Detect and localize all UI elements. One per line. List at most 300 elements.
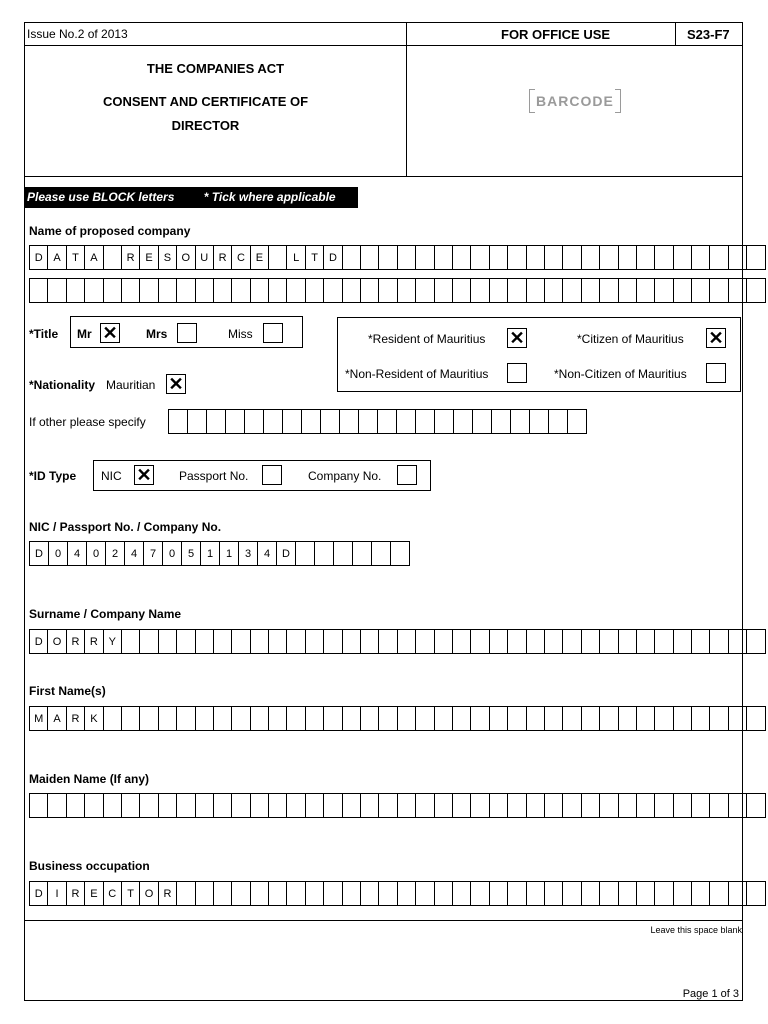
- char-box[interactable]: [323, 706, 342, 731]
- char-box[interactable]: [562, 629, 581, 654]
- char-box[interactable]: [691, 278, 710, 303]
- char-box[interactable]: [544, 706, 563, 731]
- char-box[interactable]: [654, 706, 673, 731]
- char-box[interactable]: D: [276, 541, 296, 566]
- char-box[interactable]: A: [84, 245, 103, 270]
- first-name-grid[interactable]: [29, 706, 766, 731]
- char-box[interactable]: [544, 245, 563, 270]
- char-box[interactable]: [339, 409, 359, 434]
- char-box[interactable]: 0: [86, 541, 106, 566]
- char-box[interactable]: [268, 278, 287, 303]
- char-box[interactable]: [231, 881, 250, 906]
- char-box[interactable]: [599, 245, 618, 270]
- citizen-checkbox[interactable]: ✕: [706, 328, 726, 348]
- company-name-row1[interactable]: [29, 245, 766, 270]
- char-box[interactable]: [544, 278, 563, 303]
- char-box[interactable]: [333, 541, 353, 566]
- id-passport-checkbox[interactable]: [262, 465, 282, 485]
- char-box[interactable]: [397, 706, 416, 731]
- char-box[interactable]: [654, 629, 673, 654]
- char-box[interactable]: [360, 706, 379, 731]
- char-box[interactable]: [434, 793, 453, 818]
- char-box[interactable]: [709, 245, 728, 270]
- char-box[interactable]: [654, 881, 673, 906]
- char-box[interactable]: [286, 793, 305, 818]
- char-box[interactable]: [301, 409, 321, 434]
- char-box[interactable]: [305, 629, 324, 654]
- char-box[interactable]: [360, 793, 379, 818]
- char-box[interactable]: [470, 793, 489, 818]
- char-box[interactable]: [507, 881, 526, 906]
- char-box[interactable]: [397, 629, 416, 654]
- char-box[interactable]: D: [29, 881, 48, 906]
- char-box[interactable]: [176, 706, 195, 731]
- char-box[interactable]: [691, 881, 710, 906]
- char-box[interactable]: [250, 629, 269, 654]
- char-box[interactable]: [103, 245, 122, 270]
- char-box[interactable]: [728, 278, 747, 303]
- char-box[interactable]: T: [305, 245, 324, 270]
- char-box[interactable]: [746, 629, 765, 654]
- char-box[interactable]: [176, 881, 195, 906]
- char-box[interactable]: [47, 278, 66, 303]
- char-box[interactable]: [371, 541, 391, 566]
- char-box[interactable]: [452, 629, 471, 654]
- char-box[interactable]: [746, 706, 765, 731]
- char-box[interactable]: [176, 793, 195, 818]
- surname-grid[interactable]: [29, 629, 766, 654]
- char-box[interactable]: [453, 409, 473, 434]
- non-resident-checkbox[interactable]: [507, 363, 527, 383]
- char-box[interactable]: [507, 629, 526, 654]
- char-box[interactable]: [562, 245, 581, 270]
- char-box[interactable]: [599, 793, 618, 818]
- char-box[interactable]: [29, 793, 48, 818]
- char-box[interactable]: U: [195, 245, 214, 270]
- char-box[interactable]: [103, 706, 122, 731]
- char-box[interactable]: T: [121, 881, 140, 906]
- char-box[interactable]: [268, 706, 287, 731]
- char-box[interactable]: [397, 793, 416, 818]
- char-box[interactable]: [452, 706, 471, 731]
- char-box[interactable]: [378, 881, 397, 906]
- char-box[interactable]: L: [286, 245, 305, 270]
- char-box[interactable]: [397, 245, 416, 270]
- char-box[interactable]: [618, 278, 637, 303]
- char-box[interactable]: [746, 881, 765, 906]
- char-box[interactable]: [305, 793, 324, 818]
- char-box[interactable]: 1: [200, 541, 220, 566]
- char-box[interactable]: [691, 629, 710, 654]
- char-box[interactable]: R: [66, 629, 85, 654]
- char-box[interactable]: [305, 278, 324, 303]
- char-box[interactable]: [526, 706, 545, 731]
- char-box[interactable]: [489, 881, 508, 906]
- char-box[interactable]: R: [121, 245, 140, 270]
- char-box[interactable]: [654, 793, 673, 818]
- char-box[interactable]: [84, 278, 103, 303]
- char-box[interactable]: [548, 409, 568, 434]
- char-box[interactable]: [562, 793, 581, 818]
- char-box[interactable]: [526, 793, 545, 818]
- char-box[interactable]: [510, 409, 530, 434]
- char-box[interactable]: [360, 629, 379, 654]
- title-miss-checkbox[interactable]: [263, 323, 283, 343]
- char-box[interactable]: [599, 278, 618, 303]
- char-box[interactable]: [250, 881, 269, 906]
- char-box[interactable]: [581, 245, 600, 270]
- char-box[interactable]: [581, 629, 600, 654]
- char-box[interactable]: [342, 793, 361, 818]
- id-company-checkbox[interactable]: [397, 465, 417, 485]
- char-box[interactable]: [728, 245, 747, 270]
- char-box[interactable]: 7: [143, 541, 163, 566]
- char-box[interactable]: [581, 881, 600, 906]
- char-box[interactable]: [691, 706, 710, 731]
- char-box[interactable]: [581, 278, 600, 303]
- char-box[interactable]: [618, 629, 637, 654]
- char-box[interactable]: [305, 881, 324, 906]
- char-box[interactable]: [121, 793, 140, 818]
- char-box[interactable]: [728, 881, 747, 906]
- char-box[interactable]: [263, 409, 283, 434]
- id-number-grid[interactable]: [29, 541, 410, 566]
- char-box[interactable]: [491, 409, 511, 434]
- char-box[interactable]: [654, 245, 673, 270]
- char-box[interactable]: [121, 278, 140, 303]
- char-box[interactable]: [709, 629, 728, 654]
- char-box[interactable]: [139, 629, 158, 654]
- char-box[interactable]: [526, 629, 545, 654]
- char-box[interactable]: R: [213, 245, 232, 270]
- char-box[interactable]: [66, 278, 85, 303]
- char-box[interactable]: [295, 541, 315, 566]
- char-box[interactable]: [206, 409, 226, 434]
- char-box[interactable]: [358, 409, 378, 434]
- char-box[interactable]: [618, 245, 637, 270]
- char-box[interactable]: [599, 881, 618, 906]
- char-box[interactable]: [636, 793, 655, 818]
- char-box[interactable]: [529, 409, 549, 434]
- char-box[interactable]: [507, 706, 526, 731]
- char-box[interactable]: [544, 881, 563, 906]
- other-nationality-grid[interactable]: [168, 409, 587, 434]
- char-box[interactable]: [673, 629, 692, 654]
- non-citizen-checkbox[interactable]: [706, 363, 726, 383]
- char-box[interactable]: O: [176, 245, 195, 270]
- char-box[interactable]: [323, 881, 342, 906]
- char-box[interactable]: [378, 706, 397, 731]
- char-box[interactable]: [250, 278, 269, 303]
- char-box[interactable]: [187, 409, 207, 434]
- char-box[interactable]: [195, 881, 214, 906]
- id-nic-checkbox[interactable]: ✕: [134, 465, 154, 485]
- char-box[interactable]: [121, 629, 140, 654]
- char-box[interactable]: [567, 409, 587, 434]
- char-box[interactable]: [378, 245, 397, 270]
- char-box[interactable]: [691, 245, 710, 270]
- char-box[interactable]: [599, 706, 618, 731]
- char-box[interactable]: [352, 541, 372, 566]
- char-box[interactable]: [434, 881, 453, 906]
- char-box[interactable]: [378, 629, 397, 654]
- char-box[interactable]: K: [84, 706, 103, 731]
- char-box[interactable]: 4: [67, 541, 87, 566]
- char-box[interactable]: [746, 793, 765, 818]
- char-box[interactable]: [323, 278, 342, 303]
- char-box[interactable]: 1: [219, 541, 239, 566]
- char-box[interactable]: [470, 881, 489, 906]
- char-box[interactable]: [139, 793, 158, 818]
- char-box[interactable]: [434, 629, 453, 654]
- char-box[interactable]: [618, 793, 637, 818]
- char-box[interactable]: [342, 629, 361, 654]
- char-box[interactable]: [195, 278, 214, 303]
- char-box[interactable]: [746, 245, 765, 270]
- char-box[interactable]: [158, 278, 177, 303]
- char-box[interactable]: [470, 245, 489, 270]
- char-box[interactable]: [66, 793, 85, 818]
- char-box[interactable]: [709, 706, 728, 731]
- company-name-row2[interactable]: [29, 278, 766, 303]
- char-box[interactable]: [434, 245, 453, 270]
- char-box[interactable]: [213, 706, 232, 731]
- char-box[interactable]: [231, 629, 250, 654]
- char-box[interactable]: [213, 881, 232, 906]
- char-box[interactable]: [244, 409, 264, 434]
- char-box[interactable]: [286, 629, 305, 654]
- char-box[interactable]: O: [139, 881, 158, 906]
- char-box[interactable]: [746, 278, 765, 303]
- char-box[interactable]: [673, 793, 692, 818]
- char-box[interactable]: [581, 793, 600, 818]
- char-box[interactable]: [489, 793, 508, 818]
- char-box[interactable]: [673, 278, 692, 303]
- char-box[interactable]: [691, 793, 710, 818]
- char-box[interactable]: 4: [124, 541, 144, 566]
- nationality-mauritian-checkbox[interactable]: ✕: [166, 374, 186, 394]
- char-box[interactable]: [562, 706, 581, 731]
- char-box[interactable]: [562, 881, 581, 906]
- char-box[interactable]: [377, 409, 397, 434]
- char-box[interactable]: [121, 706, 140, 731]
- title-mr-checkbox[interactable]: ✕: [100, 323, 120, 343]
- char-box[interactable]: [286, 278, 305, 303]
- char-box[interactable]: 4: [257, 541, 277, 566]
- char-box[interactable]: [562, 278, 581, 303]
- char-box[interactable]: [103, 278, 122, 303]
- char-box[interactable]: [314, 541, 334, 566]
- char-box[interactable]: [728, 793, 747, 818]
- char-box[interactable]: [268, 793, 287, 818]
- char-box[interactable]: 5: [181, 541, 201, 566]
- char-box[interactable]: [709, 881, 728, 906]
- char-box[interactable]: [360, 881, 379, 906]
- char-box[interactable]: [618, 706, 637, 731]
- char-box[interactable]: R: [158, 881, 177, 906]
- resident-checkbox[interactable]: ✕: [507, 328, 527, 348]
- char-box[interactable]: [470, 706, 489, 731]
- char-box[interactable]: [360, 278, 379, 303]
- char-box[interactable]: [342, 706, 361, 731]
- char-box[interactable]: [195, 706, 214, 731]
- char-box[interactable]: [526, 245, 545, 270]
- char-box[interactable]: [378, 793, 397, 818]
- char-box[interactable]: [320, 409, 340, 434]
- char-box[interactable]: [268, 881, 287, 906]
- char-box[interactable]: [709, 278, 728, 303]
- char-box[interactable]: [415, 706, 434, 731]
- char-box[interactable]: [323, 793, 342, 818]
- char-box[interactable]: [195, 629, 214, 654]
- char-box[interactable]: [472, 409, 492, 434]
- char-box[interactable]: D: [29, 245, 48, 270]
- char-box[interactable]: [599, 629, 618, 654]
- char-box[interactable]: [673, 706, 692, 731]
- char-box[interactable]: [286, 706, 305, 731]
- char-box[interactable]: T: [66, 245, 85, 270]
- char-box[interactable]: [282, 409, 302, 434]
- char-box[interactable]: I: [47, 881, 66, 906]
- char-box[interactable]: [415, 629, 434, 654]
- char-box[interactable]: [636, 245, 655, 270]
- char-box[interactable]: [268, 629, 287, 654]
- char-box[interactable]: A: [47, 245, 66, 270]
- char-box[interactable]: [636, 278, 655, 303]
- char-box[interactable]: D: [29, 629, 48, 654]
- char-box[interactable]: [29, 278, 48, 303]
- char-box[interactable]: [728, 706, 747, 731]
- char-box[interactable]: [489, 245, 508, 270]
- char-box[interactable]: [84, 793, 103, 818]
- title-mrs-checkbox[interactable]: [177, 323, 197, 343]
- char-box[interactable]: 3: [238, 541, 258, 566]
- char-box[interactable]: [581, 706, 600, 731]
- char-box[interactable]: D: [323, 245, 342, 270]
- char-box[interactable]: [489, 706, 508, 731]
- char-box[interactable]: [250, 793, 269, 818]
- char-box[interactable]: [176, 278, 195, 303]
- char-box[interactable]: [378, 278, 397, 303]
- char-box[interactable]: R: [84, 629, 103, 654]
- char-box[interactable]: [213, 278, 232, 303]
- char-box[interactable]: [507, 793, 526, 818]
- maiden-name-grid[interactable]: [29, 793, 766, 818]
- char-box[interactable]: [673, 881, 692, 906]
- char-box[interactable]: [526, 881, 545, 906]
- char-box[interactable]: [434, 409, 454, 434]
- char-box[interactable]: [250, 706, 269, 731]
- char-box[interactable]: [103, 793, 122, 818]
- char-box[interactable]: [158, 706, 177, 731]
- char-box[interactable]: R: [66, 706, 85, 731]
- char-box[interactable]: 0: [48, 541, 68, 566]
- char-box[interactable]: [470, 278, 489, 303]
- char-box[interactable]: [397, 881, 416, 906]
- char-box[interactable]: [225, 409, 245, 434]
- char-box[interactable]: [452, 793, 471, 818]
- char-box[interactable]: M: [29, 706, 48, 731]
- char-box[interactable]: [342, 278, 361, 303]
- occupation-grid[interactable]: [29, 881, 766, 906]
- char-box[interactable]: [323, 629, 342, 654]
- char-box[interactable]: S: [158, 245, 177, 270]
- char-box[interactable]: [286, 881, 305, 906]
- char-box[interactable]: [231, 706, 250, 731]
- char-box[interactable]: [213, 793, 232, 818]
- char-box[interactable]: [507, 245, 526, 270]
- char-box[interactable]: [360, 245, 379, 270]
- char-box[interactable]: C: [103, 881, 122, 906]
- char-box[interactable]: [728, 629, 747, 654]
- char-box[interactable]: [342, 245, 361, 270]
- char-box[interactable]: [434, 278, 453, 303]
- char-box[interactable]: [434, 706, 453, 731]
- char-box[interactable]: [158, 629, 177, 654]
- char-box[interactable]: [268, 245, 287, 270]
- char-box[interactable]: [397, 278, 416, 303]
- char-box[interactable]: [47, 793, 66, 818]
- char-box[interactable]: [507, 278, 526, 303]
- char-box[interactable]: [139, 278, 158, 303]
- char-box[interactable]: [305, 706, 324, 731]
- char-box[interactable]: [158, 793, 177, 818]
- char-box[interactable]: [342, 881, 361, 906]
- char-box[interactable]: [526, 278, 545, 303]
- char-box[interactable]: [452, 278, 471, 303]
- char-box[interactable]: [139, 706, 158, 731]
- char-box[interactable]: A: [47, 706, 66, 731]
- char-box[interactable]: [544, 793, 563, 818]
- char-box[interactable]: [673, 245, 692, 270]
- char-box[interactable]: [452, 881, 471, 906]
- char-box[interactable]: [213, 629, 232, 654]
- char-box[interactable]: [176, 629, 195, 654]
- char-box[interactable]: 0: [162, 541, 182, 566]
- char-box[interactable]: Y: [103, 629, 122, 654]
- char-box[interactable]: [415, 409, 435, 434]
- char-box[interactable]: [390, 541, 410, 566]
- char-box[interactable]: 2: [105, 541, 125, 566]
- char-box[interactable]: E: [139, 245, 158, 270]
- char-box[interactable]: [231, 278, 250, 303]
- char-box[interactable]: [489, 629, 508, 654]
- char-box[interactable]: [452, 245, 471, 270]
- char-box[interactable]: [470, 629, 489, 654]
- char-box[interactable]: E: [84, 881, 103, 906]
- char-box[interactable]: [636, 706, 655, 731]
- char-box[interactable]: [654, 278, 673, 303]
- char-box[interactable]: [544, 629, 563, 654]
- char-box[interactable]: [396, 409, 416, 434]
- char-box[interactable]: [636, 629, 655, 654]
- char-box[interactable]: [195, 793, 214, 818]
- char-box[interactable]: E: [250, 245, 269, 270]
- char-box[interactable]: [636, 881, 655, 906]
- char-box[interactable]: R: [66, 881, 85, 906]
- char-box[interactable]: [231, 793, 250, 818]
- char-box[interactable]: [415, 245, 434, 270]
- char-box[interactable]: [415, 881, 434, 906]
- char-box[interactable]: [489, 278, 508, 303]
- char-box[interactable]: O: [47, 629, 66, 654]
- char-box[interactable]: [415, 278, 434, 303]
- char-box[interactable]: C: [231, 245, 250, 270]
- char-box[interactable]: [618, 881, 637, 906]
- char-box[interactable]: [168, 409, 188, 434]
- char-box[interactable]: D: [29, 541, 49, 566]
- char-box[interactable]: [415, 793, 434, 818]
